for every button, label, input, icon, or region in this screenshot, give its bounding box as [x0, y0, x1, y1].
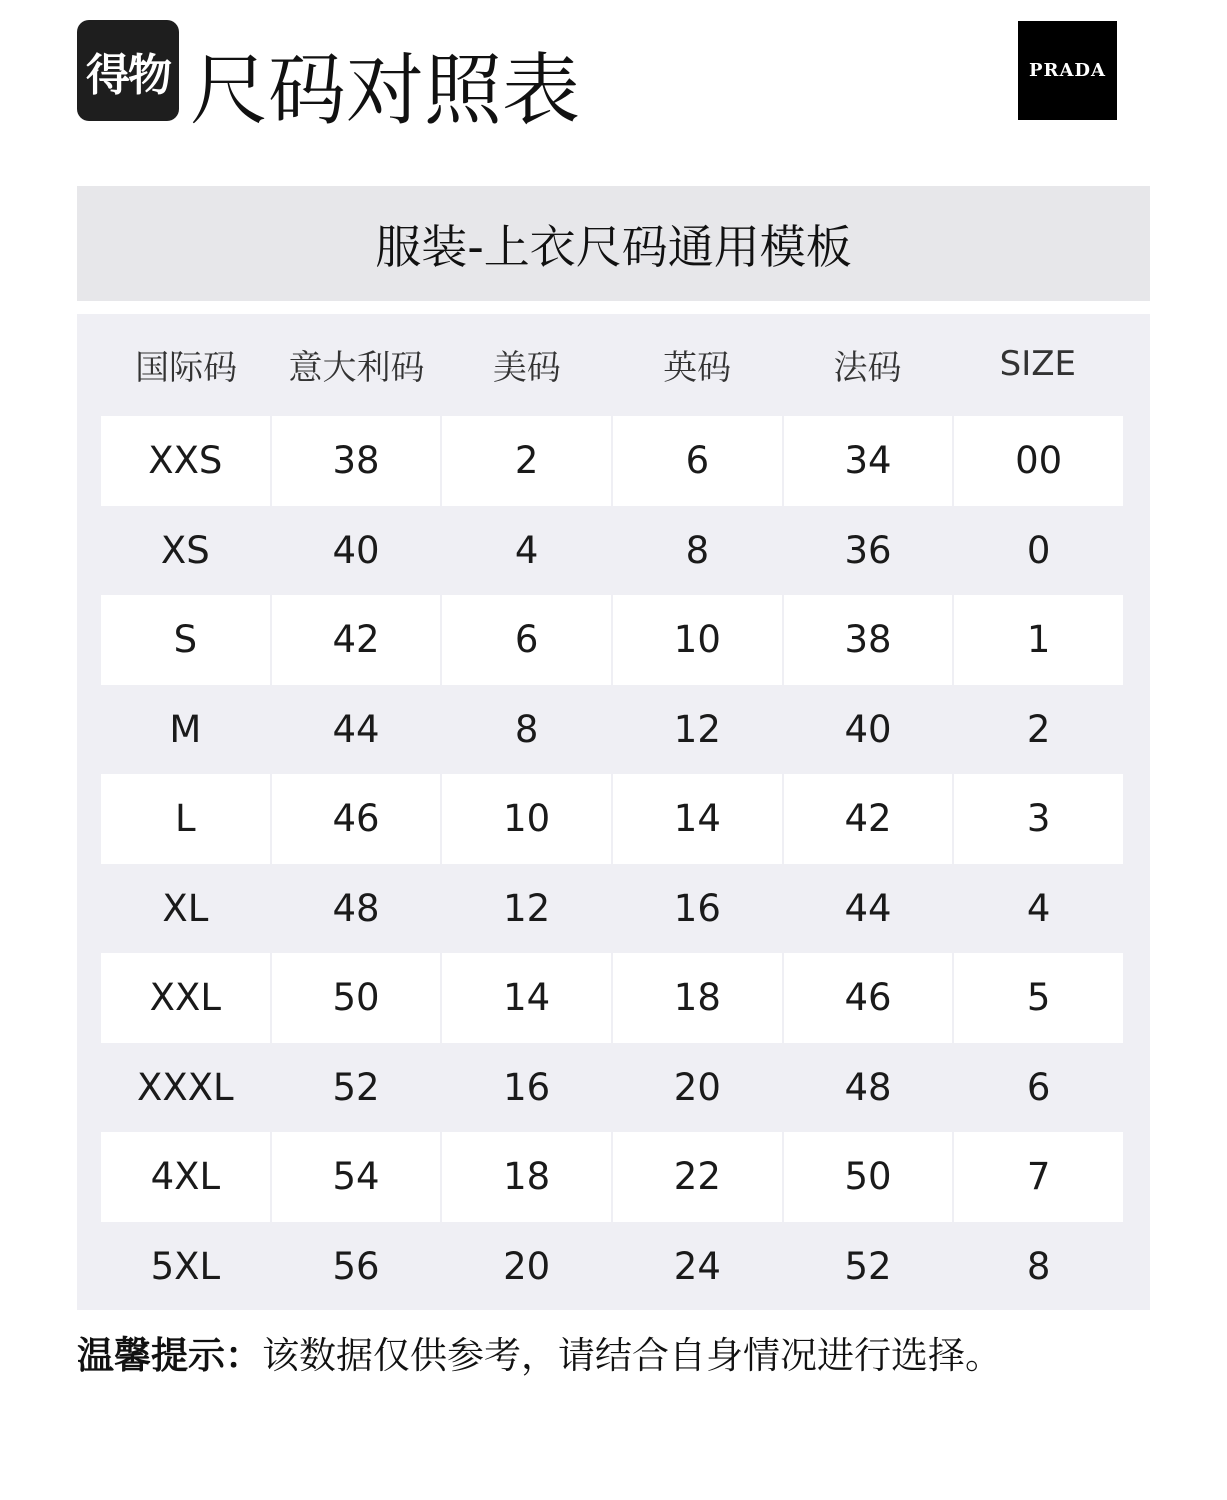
table-row — [101, 864, 1123, 954]
table-cell: 2 — [1026, 707, 1051, 751]
table-cell: 5XL — [150, 1244, 221, 1288]
table-cell: 20 — [673, 1065, 721, 1109]
table-row — [101, 506, 1123, 596]
table-cell: 38 — [784, 595, 953, 685]
table-row — [101, 416, 1123, 506]
table-cell: L — [101, 774, 270, 864]
table-cell: 18 — [613, 953, 782, 1043]
table-cell: 16 — [673, 886, 721, 930]
table-cell: 42 — [784, 774, 953, 864]
table-cell: 46 — [784, 953, 953, 1043]
table-cell: 46 — [272, 774, 441, 864]
table-cell: 44 — [844, 886, 892, 930]
table-cell: 42 — [272, 595, 441, 685]
table-cell: 52 — [844, 1244, 892, 1288]
table-cell: 4XL — [101, 1132, 270, 1222]
section-title: 服装-上衣尺码通用模板 — [77, 186, 1150, 301]
table-cell: 6 — [1026, 1065, 1051, 1109]
table-header — [101, 314, 1123, 414]
table-cell: 12 — [503, 886, 551, 930]
table-cell: 54 — [272, 1132, 441, 1222]
table-row — [101, 685, 1123, 775]
table-cell: XXL — [101, 953, 270, 1043]
header-uk-size: 英码 — [663, 347, 732, 388]
table-cell: 40 — [844, 707, 892, 751]
header-italy-size: 意大利码 — [288, 347, 425, 388]
table-row — [101, 1043, 1123, 1133]
table-cell: 40 — [332, 528, 380, 572]
table-cell: 8 — [1026, 1244, 1051, 1288]
table-body — [101, 416, 1123, 1311]
table-cell: 44 — [332, 707, 380, 751]
table-cell: 20 — [503, 1244, 551, 1288]
table-cell: 34 — [784, 416, 953, 506]
table-cell: 10 — [613, 595, 782, 685]
table-cell: 50 — [784, 1132, 953, 1222]
table-cell: 1 — [954, 595, 1123, 685]
table-cell: 7 — [954, 1132, 1123, 1222]
header-size: SIZE — [999, 344, 1076, 384]
table-cell: 8 — [685, 528, 710, 572]
size-table — [77, 314, 1150, 1310]
table-row — [101, 1222, 1123, 1312]
table-cell: 38 — [272, 416, 441, 506]
table-cell: 18 — [442, 1132, 611, 1222]
page-title: 尺码对照表 — [190, 46, 581, 136]
table-cell: M — [169, 707, 202, 751]
table-cell: 0 — [1026, 528, 1051, 572]
header-fr-size: 法码 — [833, 347, 902, 388]
table-cell: 4 — [514, 528, 539, 572]
table-row — [101, 953, 1123, 1043]
table-cell: 48 — [332, 886, 380, 930]
table-row — [101, 1132, 1123, 1222]
table-cell: XXXL — [137, 1065, 234, 1109]
table-cell: 22 — [613, 1132, 782, 1222]
table-cell: 2 — [442, 416, 611, 506]
brand-logo: PRADA — [1018, 21, 1117, 120]
table-cell: 5 — [954, 953, 1123, 1043]
table-cell: 14 — [613, 774, 782, 864]
table-cell: 4 — [1026, 886, 1051, 930]
table-cell: 16 — [503, 1065, 551, 1109]
table-cell: XL — [162, 886, 209, 930]
table-cell: S — [101, 595, 270, 685]
table-cell: 8 — [514, 707, 539, 751]
table-cell: 52 — [332, 1065, 380, 1109]
app-logo: 得物 — [77, 20, 179, 121]
table-cell: 12 — [673, 707, 721, 751]
header-us-size: 美码 — [492, 347, 561, 388]
table-cell: 56 — [332, 1244, 380, 1288]
table-cell: 48 — [844, 1065, 892, 1109]
table-row — [101, 774, 1123, 864]
table-row — [101, 595, 1123, 685]
footer-note — [77, 1326, 1177, 1386]
table-cell: 6 — [442, 595, 611, 685]
table-cell: 14 — [442, 953, 611, 1043]
footer-text: 该数据仅供参考，请结合自身情况进行选择。 — [262, 1334, 1002, 1377]
table-cell: 50 — [272, 953, 441, 1043]
table-cell: 24 — [673, 1244, 721, 1288]
table-cell: 3 — [954, 774, 1123, 864]
table-cell: XXS — [101, 416, 270, 506]
table-cell: 10 — [442, 774, 611, 864]
footer-label: 温馨提示： — [77, 1334, 262, 1377]
table-cell: 6 — [613, 416, 782, 506]
table-cell: XS — [160, 528, 210, 572]
header-intl-size: 国际码 — [135, 347, 238, 388]
table-cell: 00 — [954, 416, 1123, 506]
table-cell: 36 — [844, 528, 892, 572]
